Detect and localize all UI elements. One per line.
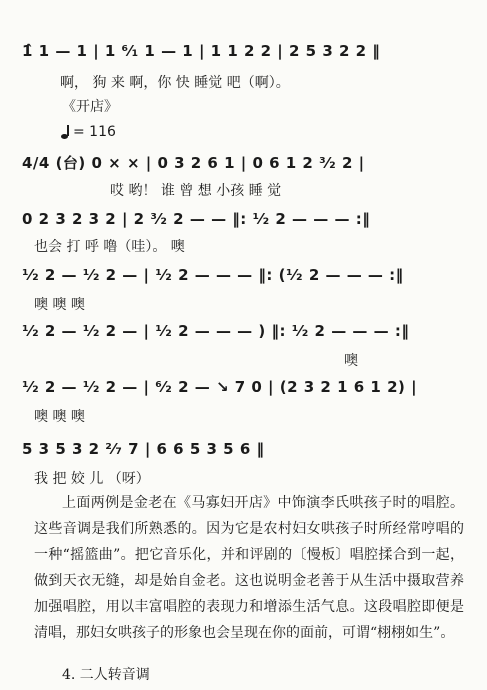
tempo-mark [62,124,116,140]
score-line-5-notes: ¹⁄₂ 2 — ¹⁄₂ 2 — | ¹⁄₂ 2 — — — ) ‖: ¹⁄₂ 2 — — — :‖ [22,322,410,340]
score-line-4-notes: ¹⁄₂ 2 — ¹⁄₂ 2 — | ¹⁄₂ 2 — — — ‖: (¹⁄₂ 2 — — — :‖ [22,266,404,284]
score-line-3-lyrics: 也会 打 呼 噜（哇）。 噢 [34,239,185,255]
score-line-4-lyrics: 噢 噢 噢 [34,297,85,313]
score-line-3-notes: 0 2 3 2 3 2 | 2 ³⁄₂ 2 — — ‖: ¹⁄₂ 2 — — — :‖ [22,210,371,228]
score-line-2-notes: 4/4 (台) 0 × × | 0 3 2 6 1 | 0 6 1 2 ³⁄₂ 2 | [22,154,365,172]
subheading: 4. 二人转音调 [62,667,150,683]
score-line-1-notes: 1̂ 1 — 1 | 1 ⁶⁄₁ 1 — 1 | 1 1 2 2 | 2 5 3 2 2 ‖ [22,42,381,60]
tempo-value: = 116 [73,124,116,140]
score-line-6-notes: ¹⁄₂ 2 — ¹⁄₂ 2 — | ⁶⁄₂ 2 — ↘ 7 0 | (2 3 2 1 6 1 2) | [22,378,418,396]
section-title: 《开店》 [62,99,118,115]
commentary-paragraph [34,490,464,646]
commentary-text: 上面两例是金老在《马寡妇开店》中饰演李氏哄孩子时的唱腔。这些音调是我们所熟悉的。因为它是农村妇女哄孩子时所经常哼唱的一种“摇篮曲”。把它音乐化，并和评剧的〔慢板〕唱腔揉合到一起，做到天衣无缝，却是始自金老。这也说明金老善于从生活中摄取营养加强唱腔，用以丰富唱腔的表现力和增添生活气息。这段唱腔即便是清唱，那妇女哄孩子的形象也会呈现在你的面前，可谓“栩栩如生”。 [34,495,464,641]
quarter-note-icon [62,125,69,136]
score-line-2-lyrics: 哎 哟！ 谁 曾 想 小孩 睡 觉 [110,183,282,199]
score-line-7-notes: 5 3 5 3 2 ²⁄₇ 7 | 6 6 5 3 5 6 ‖ [22,440,265,458]
score-line-7-lyrics: 我 把 姣 儿 （呀） [34,471,150,487]
score-line-1-lyrics: 啊， 狗 来 啊，你 快 睡觉 吧（啊）。 [60,75,290,91]
score-line-6-lyrics: 噢 噢 噢 [34,409,85,425]
score-line-5-lyrics: 噢 [344,353,358,369]
